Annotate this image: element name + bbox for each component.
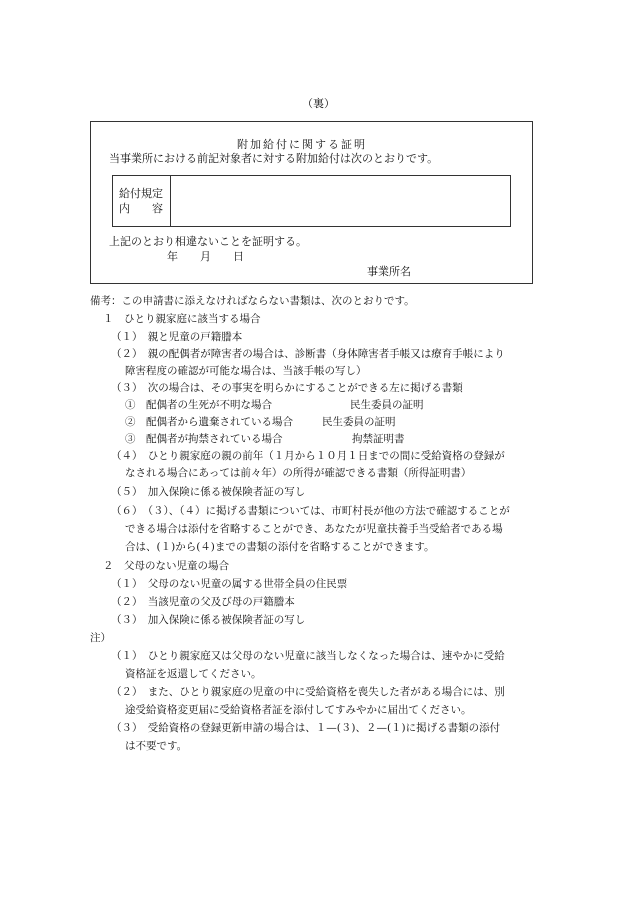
caution-3-cont: は不要です。 — [125, 740, 188, 752]
page-side-label: （裏） — [302, 97, 335, 110]
certificate-title: 附加給付に関する証明 — [237, 138, 367, 151]
section-1-item-4-cont: なされる場合にあっては前々年）の所得が確認できる書類（所得証明書） — [125, 467, 472, 479]
section-1-item-5: （５） 加入保険に係る被保険者証の写し — [111, 486, 306, 498]
date-line: 年 月 日 — [167, 250, 244, 263]
attest-statement: 上記のとおり相違ないことを証明する。 — [109, 235, 307, 248]
section-2-item-1: （１） 父母のない児童の属する世帯全員の住民票 — [111, 578, 348, 590]
section-1-item-2-cont: 障害程度の確認が可能な場合は、当該手帳の写し） — [125, 365, 367, 377]
notes-intro: 備考：この申請書に添えなければならない書類は、次のとおりです。 — [90, 295, 415, 307]
caution-1-cont: 資格証を返還してください。 — [125, 668, 262, 680]
section-1-item-6-cont: できる場合は添付を省略することができ、あなたが児童扶養手当受給者である場 — [125, 523, 503, 535]
case-1: ① 配偶者の生死が不明な場合 — [125, 399, 272, 411]
case-3-document: 拘禁証明書 — [352, 433, 405, 445]
caution-2: （２） また、ひとり親家庭の児童の中に受給資格を喪失した者がある場合には、別 — [111, 686, 505, 698]
certificate-statement: 当事業所における前記対象者に対する附加給付は次のとおりです。 — [109, 152, 439, 165]
section-1-item-3: （３） 次の場合は、その事実を明らかにすることができる左に掲げる書類 — [111, 382, 463, 394]
caution-3: （３） 受給資格の登録更新申請の場合は、１—(３)、２—(１)に掲げる書類の添付 — [111, 722, 501, 734]
benefit-table — [112, 175, 511, 227]
section-2-item-3: （３） 加入保険に係る被保険者証の写し — [111, 614, 306, 626]
section-2-item-2: （２） 当該児童の父及び母の戸籍謄本 — [111, 596, 295, 608]
section-1-heading: １ ひとり親家庭に該当する場合 — [103, 313, 261, 325]
table-label-rules: 給付規定 — [119, 187, 163, 200]
case-2-document: 民生委員の証明 — [322, 416, 396, 428]
case-3: ③ 配偶者が拘禁されている場合 — [125, 433, 283, 445]
caution-1: （１） ひとり親家庭又は父母のない児童に該当しなくなった場合は、速やかに受給 — [111, 650, 505, 662]
case-2: ② 配偶者から遺棄されている場合 — [125, 416, 293, 428]
section-1-item-1: （１） 親と児童の戸籍謄本 — [111, 331, 243, 343]
caution-2-cont: 途受給資格変更届に受給資格者証を添付してすみやかに届出てください。 — [125, 704, 472, 716]
section-1-item-2: （２） 親の配偶者が障害者の場合は、診断書（身体障害者手帳又は療育手帳により — [111, 348, 505, 360]
section-1-item-6: （６） （３）、（４）に掲げる書類については、市町村長が他の方法で確認することが — [111, 505, 510, 517]
table-divider — [170, 175, 171, 227]
table-label-content: 内 容 — [119, 202, 163, 215]
section-1-item-6-cont2: 合は、(１)から(４)までの書類の添付を省略することができます。 — [125, 541, 435, 553]
section-1-item-4: （４） ひとり親家庭の親の前年（１月から１０月１日までの間に受給資格の登録が — [111, 450, 505, 462]
caution-heading: 注） — [90, 632, 111, 644]
case-1-document: 民生委員の証明 — [350, 399, 424, 411]
office-name-label: 事業所名 — [367, 265, 411, 278]
section-2-heading: ２ 父母のない児童の場合 — [103, 560, 229, 572]
